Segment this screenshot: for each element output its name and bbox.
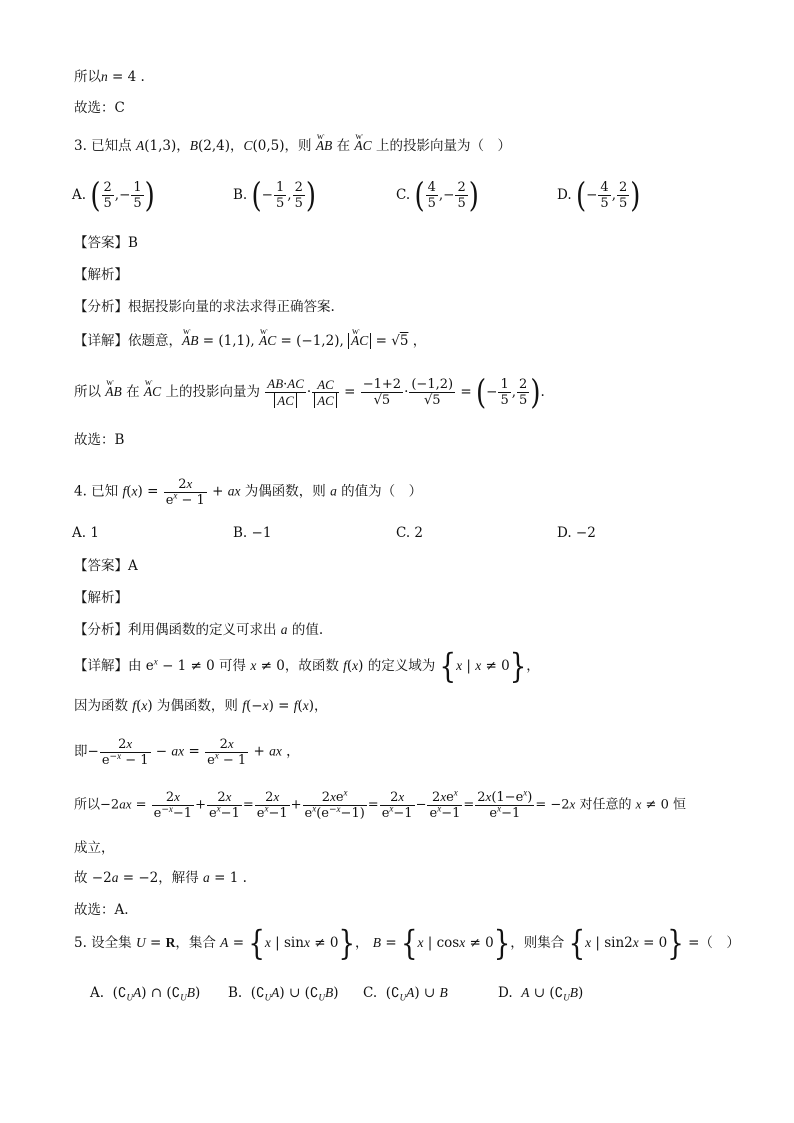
option-d[interactable]: D. A ∪ $(∁_UB)$: [498, 985, 584, 1003]
answer-label: 【答案】A: [74, 558, 138, 574]
question-4-stem: 4. 已知 f(x) = $\frac{2x}{e^x - 1}$ + ax 为偶函数，则 a 的值为（ ）: [74, 476, 423, 508]
gu-line: 故 −2a = −2，解得 a = 1 .: [74, 870, 247, 886]
jiexi-label: 【解析】: [74, 590, 128, 606]
option-a[interactable]: A. 1: [72, 525, 99, 541]
yinwei-line: 因为函数 f(x) 为偶函数，则 f(−x) = f(x)，: [74, 698, 328, 714]
projection-formula: 所以 ⱳ AB 在 ⱳ AC 上的投影向量为 $\frac{AB\cdot AC}{AC}$ · $\frac{AC}{AC}$ = $\frac{-1+2}{√5}$ · $\frac{(-1,2)}{√5}$ = (− $\frac{1}{5}$ , $\frac{2}{5}$ ).: [74, 376, 545, 409]
xiangjie-line: 【详解】依题意，ⱳ AB = (1,1), ⱳ AC = (−1,2), ⱳ AC = √5 ，: [74, 331, 426, 351]
xiangjie-line: 【详解】由 $e^x - 1 \ne 0$ 可得 x ≠ 0，故函数 f(x) 的定义域为 {x | x ≠ 0}，: [74, 647, 540, 686]
fenxi-text: 【分析】根据投影向量的求法求得正确答案.: [74, 299, 335, 315]
option-a[interactable]: A. ( $\frac{2}{5}$ ,− $\frac{1}{5}$ ): [72, 176, 155, 215]
fenxi-text: 【分析】利用偶函数的定义可求出 a 的值.: [74, 622, 324, 638]
option-c[interactable]: C. $(∁_UA)$ ∪ B: [363, 985, 448, 1003]
jiexi-label: 【解析】: [74, 267, 128, 283]
chengli-text: 成立，: [74, 840, 115, 856]
suoyi-line: 所以−2ax = $\frac{2x}{e^{-x}-1}$ + $\frac{2x}{e^x-1}$ = $\frac{2x}{e^x-1}$ + $\frac{2xe^x}{e^x(e^{-x}-1)}$ = $\frac{2x}{e^x-1}$ − $\frac{2xe^x}{e^x-1}$ = $\frac{2x(1-e^x)}{e^x-1}$ = −2x 对任意的 x ≠ 0 恒: [74, 787, 686, 821]
option-d[interactable]: D. −2: [557, 525, 596, 541]
xuan-text: 故选：B: [74, 432, 125, 448]
text-line: 故选：C: [74, 100, 125, 116]
option-d[interactable]: D. (− $\frac{4}{5}$ , $\frac{2}{5}$ ): [557, 176, 641, 215]
xuan-text: 故选：A.: [74, 902, 129, 918]
option-c[interactable]: C. 2: [396, 525, 424, 541]
question-5-stem: 5. 设全集 U = R，集合 A = {x | sinx ≠ 0}， B = {x | cosx ≠ 0}，则集合 {x | sin2x = 0} =（ ）: [74, 924, 740, 963]
answer-label: 【答案】B: [74, 235, 138, 251]
option-b[interactable]: B. $(∁_UA)$ ∪ $(∁_UB)$: [228, 985, 339, 1003]
option-b[interactable]: B. −1: [233, 525, 272, 541]
ji-line: 即− $\frac{2x}{e^{-x} - 1}$ − ax = $\frac{2x}{e^x - 1}$ + ax ，: [74, 736, 300, 768]
text-line: 所以n = 4 .: [74, 69, 145, 85]
question-3-stem: 3. 已知点 A(1,3)，B(2,4)，C(0,5)，则 ⱳ AB 在 ⱳ AC 上的投影向量为（ ）: [74, 136, 511, 156]
option-c[interactable]: C. ( $\frac{4}{5}$ ,− $\frac{2}{5}$ ): [396, 176, 479, 215]
option-b[interactable]: B. (− $\frac{1}{5}$ , $\frac{2}{5}$ ): [233, 176, 316, 215]
option-a[interactable]: A. $(∁_UA)$ ∩ $(∁_UB)$: [90, 985, 201, 1003]
